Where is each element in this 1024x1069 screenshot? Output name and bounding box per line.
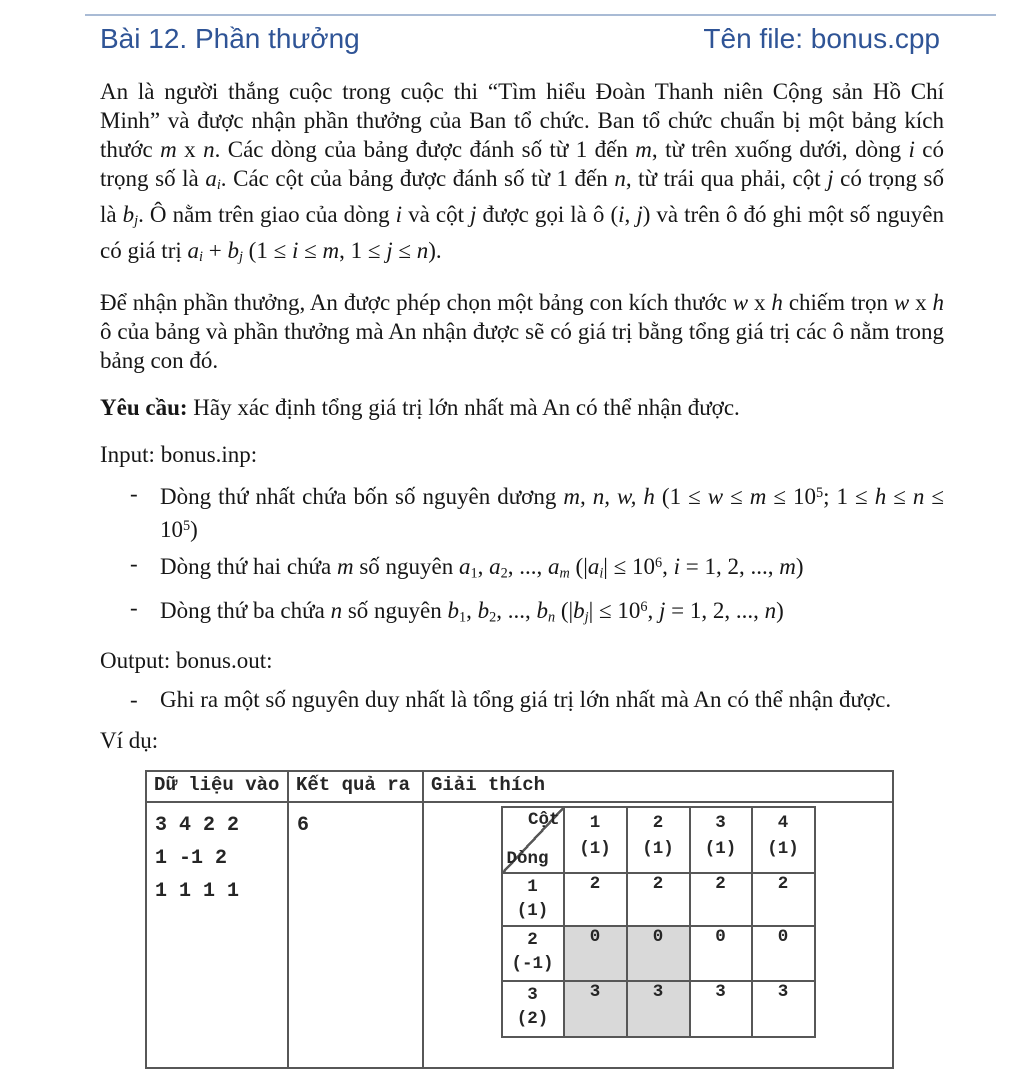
grid-header-row <box>502 807 815 873</box>
grid-col-label: 3 (1) <box>690 807 752 873</box>
input-spec-item: - Dòng thứ nhất chứa bốn số nguyên dương m, n, w, h ($1 \le w \le m \le 10^5$; $1 \le h \le n \le 10^5$) <box>100 479 944 543</box>
grid-cell: 2 <box>752 873 815 926</box>
corner-row-label: Dòng <box>506 849 549 870</box>
example-table <box>145 770 894 1069</box>
grid-cell: 2 <box>690 873 752 926</box>
input-spec-item: - Dòng thứ ba chứa n số nguyên b1, b2, ..., bn ($|bj| \le 10^6$, j = 1, 2, ..., n) <box>100 593 944 632</box>
paragraph-requirement: Yêu cầu: Hãy xác định tổng giá trị lớn nhất mà An có thể nhận được. <box>100 395 740 421</box>
grid-col-label: 2 (1) <box>627 807 690 873</box>
document-header <box>0 0 1024 55</box>
grid-cell: 3 <box>690 981 752 1037</box>
bullet-dash: - <box>130 687 138 713</box>
paragraph-intro: An là người thắng cuộc trong cuộc thi “Tìm hiểu Đoàn Thanh niên Cộng sản Hồ Chí Minh” và được nhận phần thưởng của Ban tổ chức. Ban tổ chức chuẩn bị một bảng kích thước m x n. Các dòng của bảng được đánh số từ 1 đến m, từ trên xuống dưới, dòng i có trọng số là ai. Các cột của bảng được đánh số từ 1 đến n, từ trái qua phải, cột j có trọng số là bj. Ô nằm trên giao của dòng i và cột j được gọi là ô (i, j) và trên ô đó ghi một số nguyên có giá trị ai + bj (1 ≤ i ≤ m, 1 ≤ j ≤ n). <box>100 79 945 266</box>
output-spec-item: - Ghi ra một số nguyên duy nhất là tổng giá trị lớn nhất mà An có thể nhận được. <box>100 685 944 714</box>
grid-cell: 2 <box>627 873 690 926</box>
input-label: Input: bonus.inp: <box>100 442 258 468</box>
grid-cell: 0 <box>690 926 752 981</box>
grid-cell: 3 <box>752 981 815 1037</box>
output-line: 6 <box>297 814 310 838</box>
header-explanation: Giải thích <box>423 771 893 802</box>
input-spec-list <box>100 479 944 632</box>
output-spec-list <box>100 685 944 714</box>
output-value-cell <box>288 802 423 1068</box>
grid-data-row <box>502 981 815 1037</box>
grid-cell: 3 <box>627 981 690 1037</box>
document-body <box>0 77 1024 1069</box>
input-line: 1 -1 2 <box>155 847 228 871</box>
input-line: 1 1 1 1 <box>155 880 240 904</box>
input-spec-item: - Dòng thứ hai chứa m số nguyên a1, a2, ..., am ($|ai| \le 10^6$, i = 1, 2, ..., m) <box>100 549 944 588</box>
file-name-label: Tên file: bonus.cpp <box>703 23 940 54</box>
bullet-dash: - <box>130 481 138 507</box>
grid-cell: 2 <box>564 873 627 926</box>
grid-cell: 0 <box>752 926 815 981</box>
bullet-dash: - <box>130 550 138 576</box>
grid-cell: 0 <box>627 926 690 981</box>
grid-corner-cell <box>502 807 564 873</box>
grid-cell: 3 <box>564 981 627 1037</box>
weight-grid <box>501 806 816 1038</box>
grid-data-row <box>502 873 815 926</box>
example-table-data-row <box>146 802 893 1068</box>
example-table-header-row <box>146 771 893 802</box>
explanation-cell <box>423 802 893 1068</box>
grid-row-label: 2 (-1) <box>502 926 564 981</box>
header-output-data: Kết quả ra <box>288 771 423 802</box>
output-label: Output: bonus.out: <box>100 648 273 674</box>
grid-data-row <box>502 926 815 981</box>
example-label: Ví dụ: <box>100 728 159 754</box>
corner-col-label: Cột <box>527 810 560 831</box>
bullet-dash: - <box>130 594 138 620</box>
paragraph-reward: Để nhận phần thưởng, An được phép chọn một bảng con kích thước w x h chiếm trọn w x h ô của bảng và phần thưởng mà An nhận được sẽ có giá trị bằng tổng giá trị các ô nằm trong bảng con đó. <box>100 290 944 374</box>
grid-cell: 0 <box>564 926 627 981</box>
grid-row-label: 1 (1) <box>502 873 564 926</box>
heading-rule <box>85 14 996 16</box>
grid-col-label: 4 (1) <box>752 807 815 873</box>
input-data-cell <box>146 802 288 1068</box>
input-line: 3 4 2 2 <box>155 814 240 838</box>
grid-row-label: 3 (2) <box>502 981 564 1037</box>
grid-col-label: 1 (1) <box>564 807 627 873</box>
page-title: Bài 12. Phần thưởng <box>100 23 360 54</box>
header-input-data: Dữ liệu vào <box>146 771 288 802</box>
